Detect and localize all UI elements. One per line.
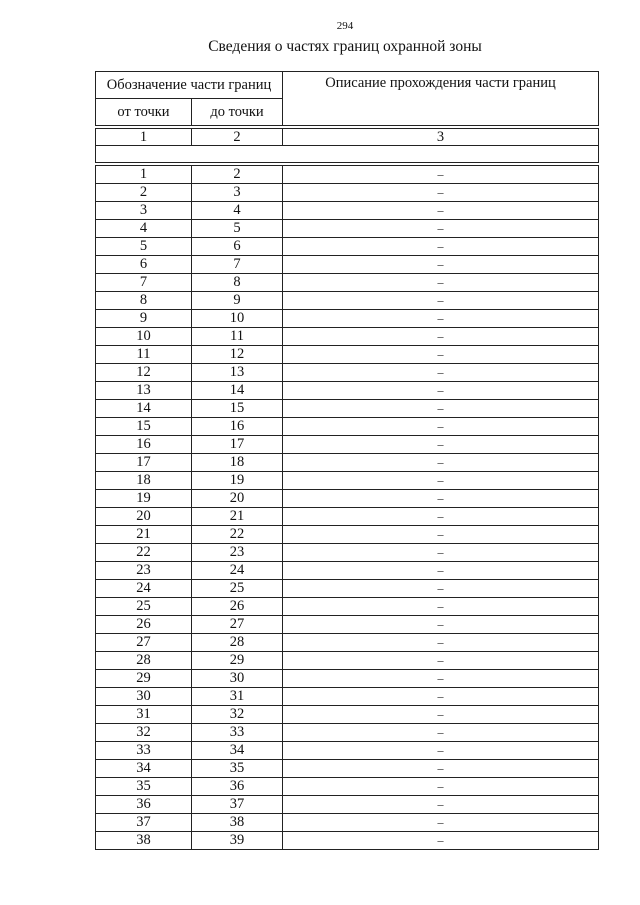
- description-cell: –: [283, 184, 599, 202]
- from-point-cell: 38: [96, 832, 192, 850]
- table-row: [96, 220, 599, 238]
- description-cell: –: [283, 274, 599, 292]
- description-cell: –: [283, 814, 599, 832]
- table-row: [96, 256, 599, 274]
- to-point-cell: 4: [192, 202, 283, 220]
- from-point-cell: 6: [96, 256, 192, 274]
- from-point-cell: 23: [96, 562, 192, 580]
- to-point-cell: 7: [192, 256, 283, 274]
- description-cell: –: [283, 220, 599, 238]
- table-row: [96, 328, 599, 346]
- from-point-cell: 1: [96, 166, 192, 184]
- to-point-cell: 32: [192, 706, 283, 724]
- from-point-cell: 30: [96, 688, 192, 706]
- table-row: [96, 634, 599, 652]
- description-cell: –: [283, 364, 599, 382]
- table-row: [96, 346, 599, 364]
- from-point-cell: 15: [96, 418, 192, 436]
- from-point-cell: 25: [96, 598, 192, 616]
- to-point-cell: 37: [192, 796, 283, 814]
- description-cell: –: [283, 562, 599, 580]
- from-point-cell: 9: [96, 310, 192, 328]
- table-row: [96, 274, 599, 292]
- description-cell: –: [283, 508, 599, 526]
- to-point-cell: 13: [192, 364, 283, 382]
- document-title: Сведения о частях границ охранной зоны: [208, 38, 482, 55]
- header-boundary-designation: Обозначение части границ: [96, 72, 283, 99]
- table-row: [96, 436, 599, 454]
- from-point-cell: 26: [96, 616, 192, 634]
- description-cell: –: [283, 454, 599, 472]
- to-point-cell: 33: [192, 724, 283, 742]
- to-point-cell: 15: [192, 400, 283, 418]
- to-point-cell: 28: [192, 634, 283, 652]
- table-row: [96, 580, 599, 598]
- table-row: [96, 742, 599, 760]
- description-cell: –: [283, 724, 599, 742]
- description-cell: –: [283, 418, 599, 436]
- from-point-cell: 14: [96, 400, 192, 418]
- table-row: [96, 382, 599, 400]
- from-point-cell: 3: [96, 202, 192, 220]
- description-cell: –: [283, 796, 599, 814]
- to-point-cell: 9: [192, 292, 283, 310]
- description-cell: –: [283, 616, 599, 634]
- table-row: [96, 472, 599, 490]
- table-row: [96, 688, 599, 706]
- table-row: [96, 184, 599, 202]
- description-cell: –: [283, 292, 599, 310]
- table-row: [96, 292, 599, 310]
- to-point-cell: 20: [192, 490, 283, 508]
- from-point-cell: 18: [96, 472, 192, 490]
- from-point-cell: 36: [96, 796, 192, 814]
- table-row: [96, 778, 599, 796]
- table-row: [96, 490, 599, 508]
- table-row: [96, 364, 599, 382]
- from-point-cell: 24: [96, 580, 192, 598]
- to-point-cell: 26: [192, 598, 283, 616]
- to-point-cell: 18: [192, 454, 283, 472]
- from-point-cell: 32: [96, 724, 192, 742]
- header-to-point: до точки: [192, 99, 283, 126]
- table-row: [96, 166, 599, 184]
- description-cell: –: [283, 760, 599, 778]
- from-point-cell: 8: [96, 292, 192, 310]
- from-point-cell: 17: [96, 454, 192, 472]
- to-point-cell: 36: [192, 778, 283, 796]
- to-point-cell: 8: [192, 274, 283, 292]
- description-cell: –: [283, 400, 599, 418]
- blank-section-row: [96, 146, 599, 163]
- column-numbers-row: [96, 129, 599, 146]
- table-row: [96, 400, 599, 418]
- to-point-cell: 12: [192, 346, 283, 364]
- table-row: [96, 310, 599, 328]
- from-point-cell: 20: [96, 508, 192, 526]
- from-point-cell: 35: [96, 778, 192, 796]
- from-point-cell: 4: [96, 220, 192, 238]
- to-point-cell: 29: [192, 652, 283, 670]
- table-row: [96, 814, 599, 832]
- description-cell: –: [283, 202, 599, 220]
- description-cell: –: [283, 526, 599, 544]
- column-number-2: 2: [192, 129, 283, 146]
- description-cell: –: [283, 238, 599, 256]
- header-boundary-description: Описание прохождения части границ: [283, 72, 599, 126]
- description-cell: –: [283, 634, 599, 652]
- column-number-1: 1: [96, 129, 192, 146]
- to-point-cell: 6: [192, 238, 283, 256]
- to-point-cell: 24: [192, 562, 283, 580]
- to-point-cell: 21: [192, 508, 283, 526]
- from-point-cell: 5: [96, 238, 192, 256]
- to-point-cell: 3: [192, 184, 283, 202]
- from-point-cell: 31: [96, 706, 192, 724]
- to-point-cell: 11: [192, 328, 283, 346]
- to-point-cell: 31: [192, 688, 283, 706]
- description-cell: –: [283, 706, 599, 724]
- to-point-cell: 16: [192, 418, 283, 436]
- table-row: [96, 652, 599, 670]
- from-point-cell: 11: [96, 346, 192, 364]
- table-row: [96, 796, 599, 814]
- description-cell: –: [283, 670, 599, 688]
- to-point-cell: 19: [192, 472, 283, 490]
- from-point-cell: 16: [96, 436, 192, 454]
- description-cell: –: [283, 544, 599, 562]
- table-row: [96, 418, 599, 436]
- from-point-cell: 13: [96, 382, 192, 400]
- boundary-parts-table: [95, 71, 599, 850]
- description-cell: –: [283, 166, 599, 184]
- description-cell: –: [283, 778, 599, 796]
- from-point-cell: 10: [96, 328, 192, 346]
- description-cell: –: [283, 688, 599, 706]
- table-row: [96, 598, 599, 616]
- to-point-cell: 34: [192, 742, 283, 760]
- to-point-cell: 10: [192, 310, 283, 328]
- table-row: [96, 526, 599, 544]
- table-row: [96, 202, 599, 220]
- table-row: [96, 760, 599, 778]
- to-point-cell: 39: [192, 832, 283, 850]
- from-point-cell: 33: [96, 742, 192, 760]
- from-point-cell: 37: [96, 814, 192, 832]
- column-number-3: 3: [283, 129, 599, 146]
- to-point-cell: 35: [192, 760, 283, 778]
- to-point-cell: 5: [192, 220, 283, 238]
- description-cell: –: [283, 742, 599, 760]
- description-cell: –: [283, 580, 599, 598]
- to-point-cell: 14: [192, 382, 283, 400]
- table-row: [96, 544, 599, 562]
- table-row: [96, 238, 599, 256]
- from-point-cell: 34: [96, 760, 192, 778]
- table-row: [96, 670, 599, 688]
- from-point-cell: 21: [96, 526, 192, 544]
- description-cell: –: [283, 472, 599, 490]
- to-point-cell: 25: [192, 580, 283, 598]
- table-row: [96, 706, 599, 724]
- from-point-cell: 22: [96, 544, 192, 562]
- from-point-cell: 19: [96, 490, 192, 508]
- to-point-cell: 23: [192, 544, 283, 562]
- header-from-point: от точки: [96, 99, 192, 126]
- table-row: [96, 832, 599, 850]
- description-cell: –: [283, 328, 599, 346]
- description-cell: –: [283, 310, 599, 328]
- description-cell: –: [283, 490, 599, 508]
- from-point-cell: 12: [96, 364, 192, 382]
- to-point-cell: 30: [192, 670, 283, 688]
- description-cell: –: [283, 436, 599, 454]
- table-row: [96, 508, 599, 526]
- description-cell: –: [283, 346, 599, 364]
- to-point-cell: 27: [192, 616, 283, 634]
- table-row: [96, 616, 599, 634]
- to-point-cell: 38: [192, 814, 283, 832]
- table-row: [96, 724, 599, 742]
- from-point-cell: 7: [96, 274, 192, 292]
- to-point-cell: 17: [192, 436, 283, 454]
- description-cell: –: [283, 382, 599, 400]
- table-header-row: [96, 72, 599, 99]
- page-number: 294: [336, 20, 354, 32]
- from-point-cell: 28: [96, 652, 192, 670]
- from-point-cell: 27: [96, 634, 192, 652]
- to-point-cell: 2: [192, 166, 283, 184]
- description-cell: –: [283, 652, 599, 670]
- description-cell: –: [283, 598, 599, 616]
- table-row: [96, 562, 599, 580]
- table-row: [96, 454, 599, 472]
- from-point-cell: 2: [96, 184, 192, 202]
- from-point-cell: 29: [96, 670, 192, 688]
- description-cell: –: [283, 832, 599, 850]
- description-cell: –: [283, 256, 599, 274]
- to-point-cell: 22: [192, 526, 283, 544]
